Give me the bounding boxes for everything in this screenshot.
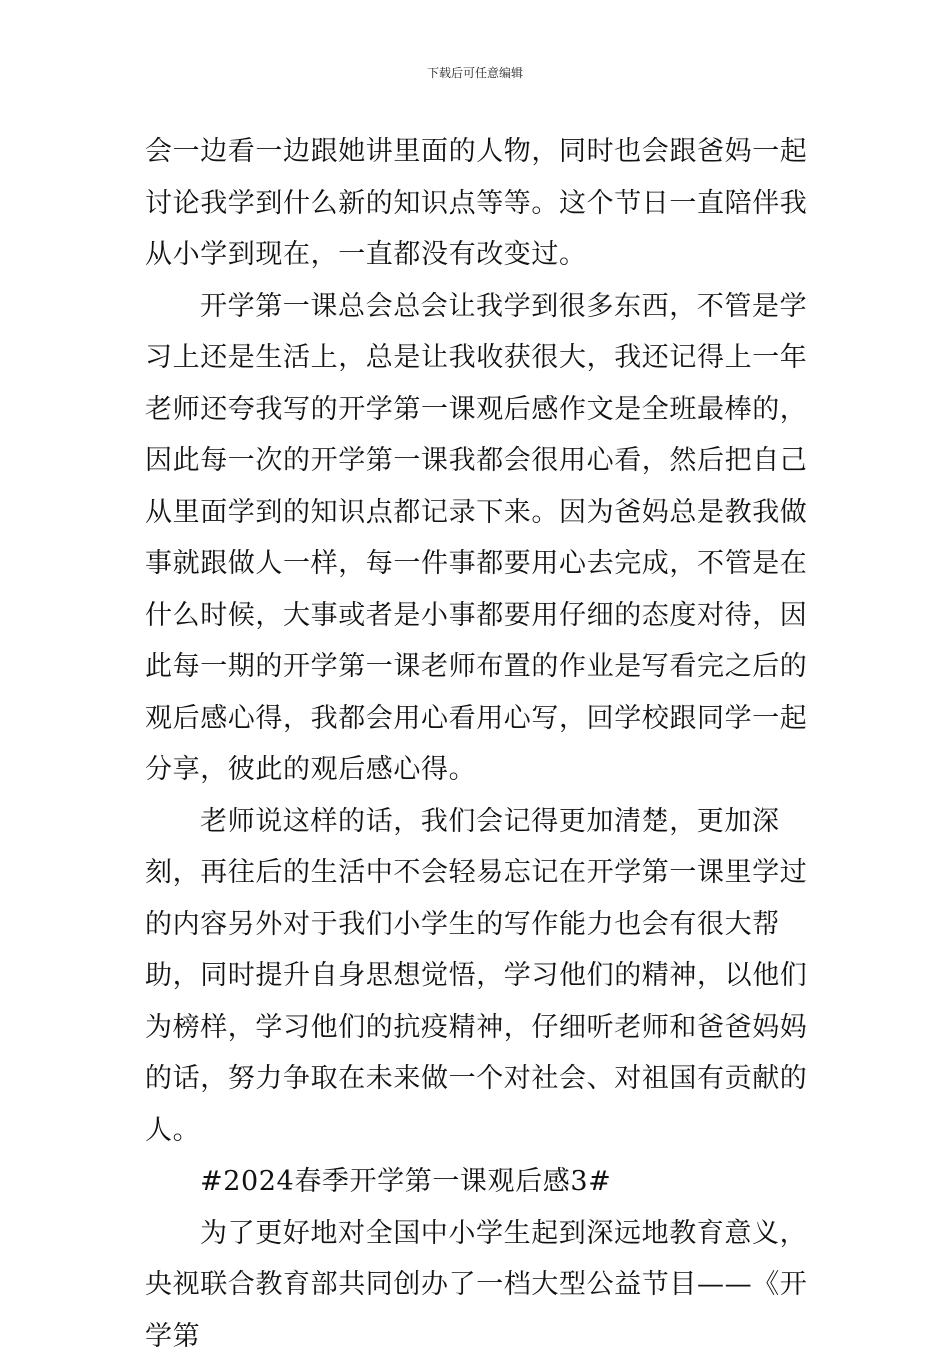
page-header: 下载后可任意编辑 <box>0 64 950 82</box>
paragraph: 老师说这样的话，我们会记得更加清楚，更加深刻，再往后的生活中不会轻易忘记在开学第一课里学过的内容另外对于我们小学生的写作能力也会有很大帮助，同时提升自身思想觉悟，学习他们的精神，以他们为榜样，学习他们的抗疫精神，仔细听老师和爸爸妈妈的话，努力争取在未来做一个对社会、对祖国有贡献的人。 <box>145 796 809 1157</box>
document-body <box>145 126 809 1362</box>
paragraph-continuation: 会一边看一边跟她讲里面的人物，同时也会跟爸妈一起讨论我学到什么新的知识点等等。这个节日一直陪伴我从小学到现在，一直都没有改变过。 <box>145 126 809 281</box>
paragraph: 为了更好地对全国中小学生起到深远地教育意义，央视联合教育部共同创办了一档大型公益节目——《开学第 <box>145 1208 809 1362</box>
paragraph: 开学第一课总会总会让我学到很多东西，不管是学习上还是生活上，总是让我收获很大，我还记得上一年老师还夸我写的开学第一课观后感作文是全班最棒的，因此每一次的开学第一课我都会很用心看，然后把自己从里面学到的知识点都记录下来。因为爸妈总是教我做事就跟做人一样，每一件事都要用心去完成，不管是在什么时候，大事或者是小事都要用仔细的态度对待，因此每一期的开学第一课老师布置的作业是写看完之后的观后感心得，我都会用心看用心写，回学校跟同学一起分享，彼此的观后感心得。 <box>145 281 809 796</box>
section-heading: #2024春季开学第一课观后感3# <box>145 1156 809 1208</box>
